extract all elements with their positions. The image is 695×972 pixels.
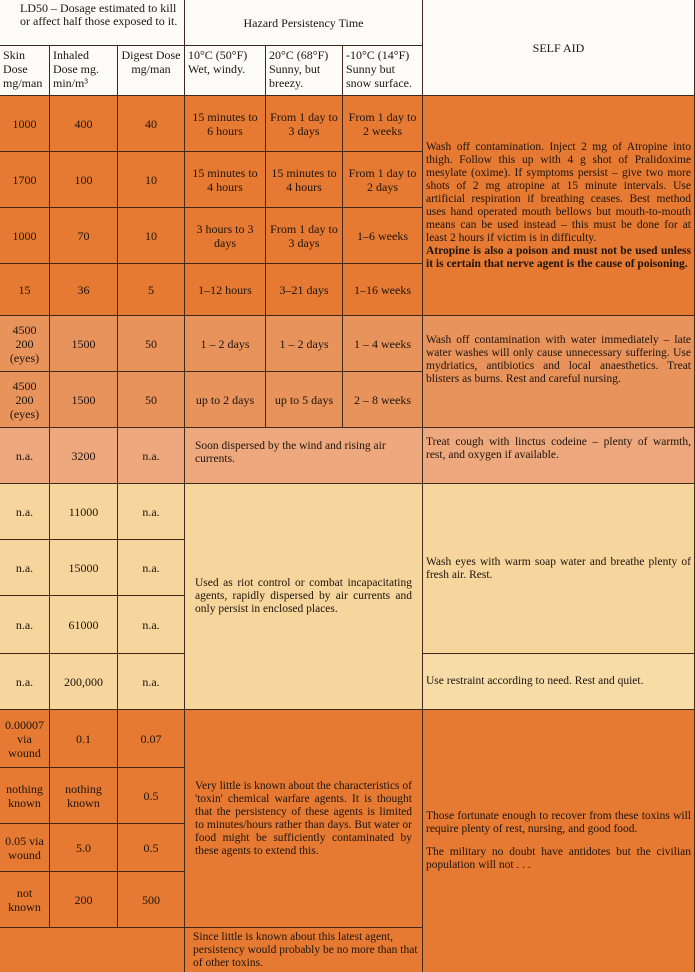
hazard-20c-cell: 3–21 days: [266, 264, 343, 316]
inhaled-cell: 15000: [50, 540, 118, 596]
digest-cell: 50: [118, 316, 185, 372]
digest-cell: 40: [118, 96, 185, 152]
skin-cell: 0.05 via wound: [0, 824, 50, 872]
hazard-m10c-cell: From 1 day to 2 weeks: [343, 96, 423, 152]
skin-cell: 1000: [0, 96, 50, 152]
hazard-title: Hazard Persistency Time: [185, 0, 423, 46]
hazard-10c-cell: 1 – 2 days: [185, 316, 266, 372]
digest-cell: 5: [118, 264, 185, 316]
inhaled-cell: 400: [50, 96, 118, 152]
inhaled-cell: 1500: [50, 316, 118, 372]
skin-cell: nothing known: [0, 768, 50, 824]
self-aid-riot: Wash eyes with warm soap water and breathe plenty of fresh air. Rest.: [423, 484, 695, 654]
hazard-toxin-cell: Very little is known about the characteristics of 'toxin' chemical warfare agents. It is thought that the persistency of these agents is limited to minutes/hours rather than days. But water or food might be sufficiently contaminated by these agents to extend this.: [185, 710, 423, 928]
hazard-20c-cell: From 1 day to 3 days: [266, 96, 343, 152]
col-digest-header: Digest Dose mg/man: [118, 46, 185, 96]
inhaled-cell: 0.1: [50, 710, 118, 768]
skin-cell: 1000: [0, 208, 50, 264]
self-aid-toxin-note: The military no doubt have antidotes but the civilian population will not . . .: [426, 846, 691, 871]
digest-cell: 0.5: [118, 824, 185, 872]
col-20c-header: 20°C (68°F) Sunny, but breezy.: [266, 46, 343, 96]
digest-cell: n.a.: [118, 596, 185, 654]
self-aid-nerve-text: Wash off contamination. Inject 2 mg of Atropine into thigh. Follow this up with 4 g shot of Pralidoxime mesylate (oxime). If symptoms persist – give two more shots of 2 mg atropine at 15 minute intervals. Use artificial respiration if breathing ceases. Best method uses hand operated mouth bellows but mouth-to-mouth means can be used instead – this must be done for at least 2 hours if victim is in difficulty.: [426, 140, 691, 244]
digest-cell: 10: [118, 152, 185, 208]
self-aid-incap: Use restraint according to need. Rest and quiet.: [423, 654, 695, 710]
col-skin-header: Skin Dose mg/man: [0, 46, 50, 96]
hazard-m10c-cell: 1–16 weeks: [343, 264, 423, 316]
self-aid-blister: Wash off contamination with water immediately – late water washes will only cause unnecessary suffering. Use mydriatics, antibiotics and local anaesthetics. Treat blisters as burns. Rest and careful nursing.: [423, 316, 695, 428]
skin-cell: n.a.: [0, 428, 50, 484]
skin-cell: 4500 200 (eyes): [0, 316, 50, 372]
hazard-20c-cell: 15 minutes to 4 hours: [266, 152, 343, 208]
hazard-10c-cell: 1–12 hours: [185, 264, 266, 316]
hazard-10c-cell: up to 2 days: [185, 372, 266, 428]
self-aid-nerve-warning: Atropine is also a poison and must not be used unless it is certain that nerve agent is the cause of poisoning.: [426, 244, 691, 270]
digest-cell: 0.07: [118, 710, 185, 768]
hazard-20c-cell: up to 5 days: [266, 372, 343, 428]
self-aid-toxin-text: Those fortunate enough to recover from these toxins will require plenty of rest, nursing, and good food.: [426, 810, 691, 835]
hazard-10c-cell: 15 minutes to 4 hours: [185, 152, 266, 208]
skin-cell: n.a.: [0, 540, 50, 596]
inhaled-cell: 100: [50, 152, 118, 208]
skin-cell: 0.00007 via wound: [0, 710, 50, 768]
inhaled-cell: 200,000: [50, 654, 118, 710]
digest-cell: 0.5: [118, 768, 185, 824]
digest-cell: n.a.: [118, 484, 185, 540]
hazard-10c-cell: 3 hours to 3 days: [185, 208, 266, 264]
hazard-m10c-cell: 1–6 weeks: [343, 208, 423, 264]
digest-cell: n.a.: [118, 540, 185, 596]
inhaled-cell: 200: [50, 872, 118, 928]
hazard-20c-cell: 1 – 2 days: [266, 316, 343, 372]
digest-cell: 500: [118, 872, 185, 928]
hazard-m10c-cell: From 1 day to 2 days: [343, 152, 423, 208]
skin-cell: 1700: [0, 152, 50, 208]
hazard-10c-cell: 15 minutes to 6 hours: [185, 96, 266, 152]
hazard-20c-cell: From 1 day to 3 days: [266, 208, 343, 264]
inhaled-cell: 36: [50, 264, 118, 316]
inhaled-cell: 70: [50, 208, 118, 264]
self-aid-title: SELF AID: [423, 0, 695, 96]
hazard-riot-cell: Used as riot control or combat incapacitating agents, rapidly dispersed by air currents and only persist in enclosed places.: [185, 484, 423, 710]
inhaled-cell: 61000: [50, 596, 118, 654]
skin-cell: n.a.: [0, 654, 50, 710]
digest-cell: 10: [118, 208, 185, 264]
digest-cell: 50: [118, 372, 185, 428]
skin-cell: 4500 200 (eyes): [0, 372, 50, 428]
skin-cell: n.a.: [0, 596, 50, 654]
ld50-title: LD50 – Dosage estimated to kill or affect half those exposed to it.: [0, 0, 185, 46]
digest-cell: n.a.: [118, 428, 185, 484]
self-aid-choking: Treat cough with linctus codeine – plenty of warmth, rest, and oxygen if available.: [423, 428, 695, 484]
col-10c-header: 10°C (50°F) Wet, windy.: [185, 46, 266, 96]
self-aid-toxin: [423, 710, 695, 972]
blank-cell: [0, 928, 185, 972]
skin-cell: n.a.: [0, 484, 50, 540]
hazard-m10c-cell: 1 – 4 weeks: [343, 316, 423, 372]
inhaled-cell: 11000: [50, 484, 118, 540]
self-aid-nerve: [423, 96, 695, 316]
hazard-latest-cell: Since little is known about this latest agent, persistency would probably be no more than that of other toxins.: [185, 928, 423, 972]
col-inhaled-header: Inhaled Dose mg. min/m³: [50, 46, 118, 96]
skin-cell: 15: [0, 264, 50, 316]
hazard-choking-cell: Soon dispersed by the wind and rising air currents.: [185, 428, 423, 484]
inhaled-cell: 1500: [50, 372, 118, 428]
inhaled-cell: 3200: [50, 428, 118, 484]
col-m10c-header: -10°C (14°F) Sunny but snow surface.: [343, 46, 423, 96]
inhaled-cell: nothing known: [50, 768, 118, 824]
skin-cell: not known: [0, 872, 50, 928]
digest-cell: n.a.: [118, 654, 185, 710]
inhaled-cell: 5.0: [50, 824, 118, 872]
hazard-m10c-cell: 2 – 8 weeks: [343, 372, 423, 428]
